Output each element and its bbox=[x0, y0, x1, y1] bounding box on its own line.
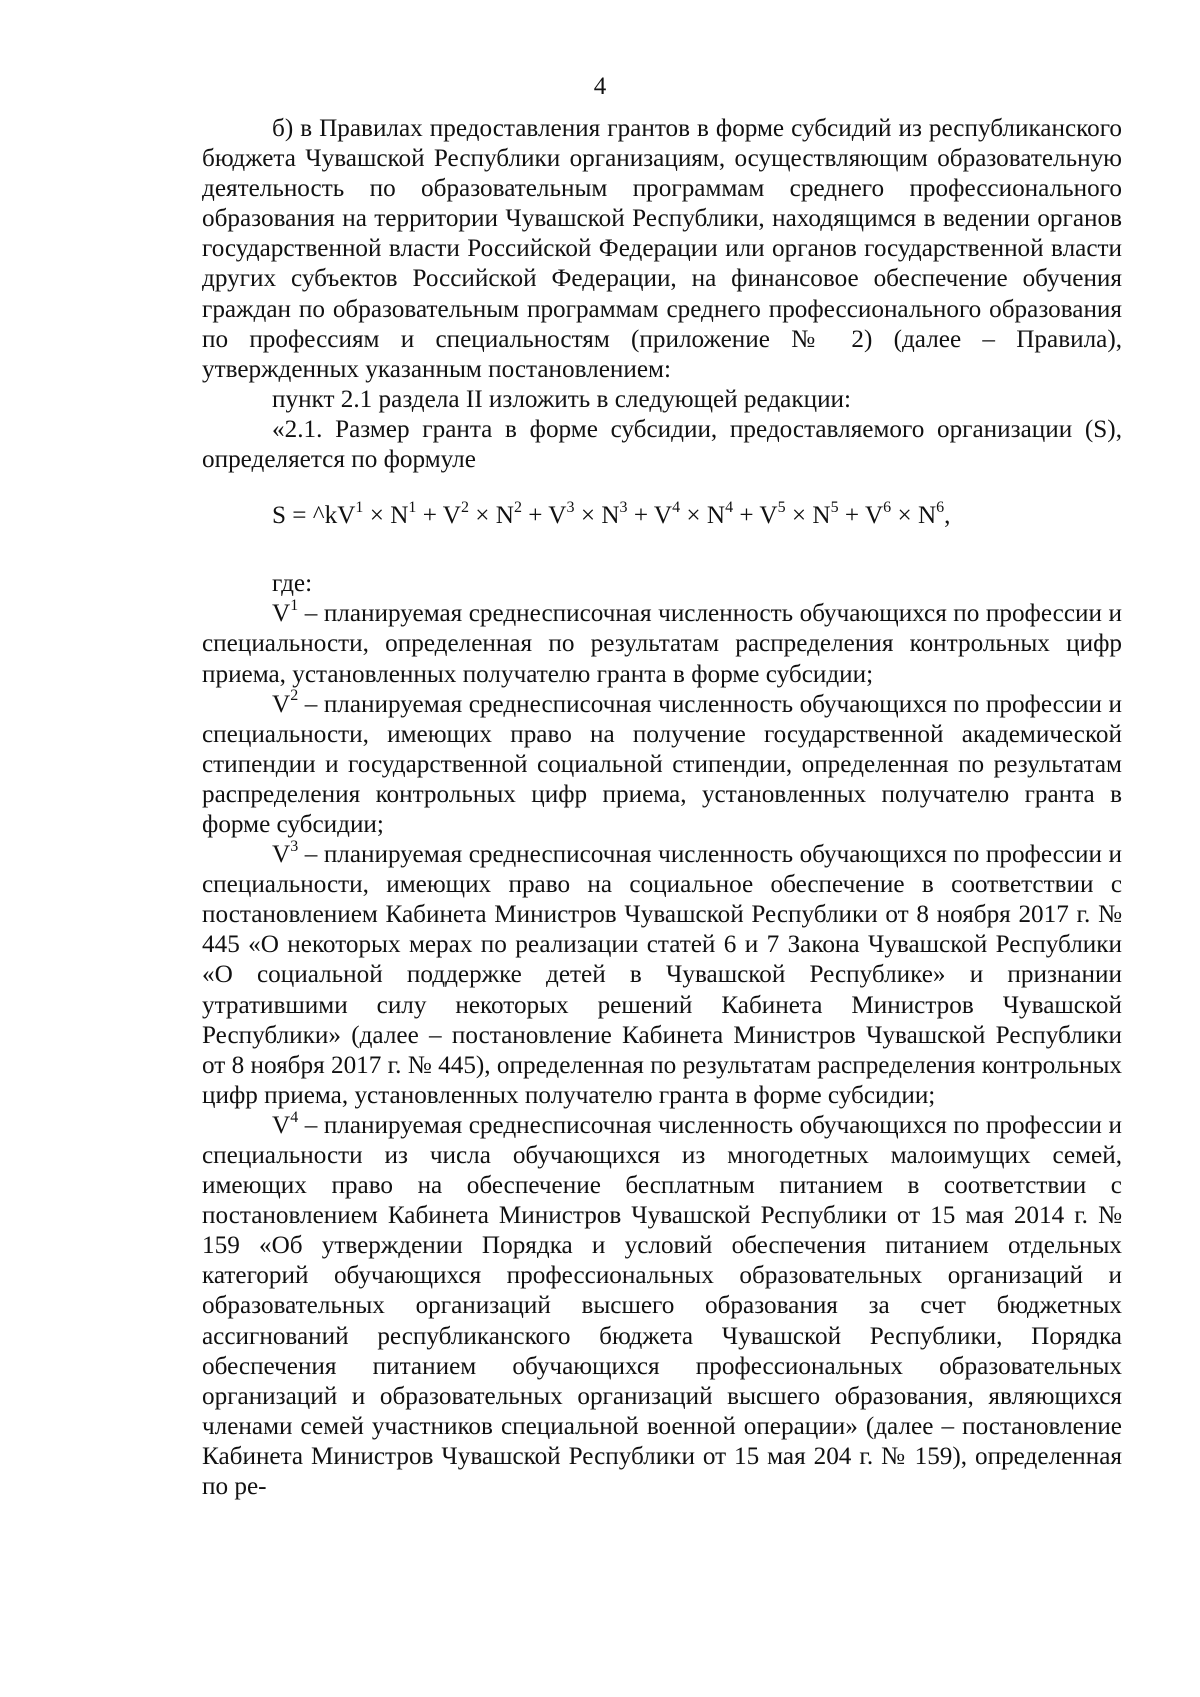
definition-symbol: V bbox=[272, 1111, 291, 1139]
grant-formula bbox=[202, 498, 1122, 531]
formula-sup: 6 bbox=[936, 498, 945, 516]
formula-part: + V bbox=[416, 502, 461, 530]
formula-sup: 5 bbox=[830, 498, 839, 516]
formula-part: × N bbox=[785, 502, 831, 530]
paragraph-clause-instruction: пункт 2.1 раздела II изложить в следующей редакции: bbox=[272, 385, 852, 413]
formula-part: × N bbox=[891, 502, 937, 530]
formula-sup: 2 bbox=[460, 498, 469, 516]
definition-symbol: V bbox=[272, 841, 291, 869]
page-number: 4 bbox=[593, 73, 607, 100]
formula-part: × N bbox=[363, 502, 409, 530]
definition-text: – планируемая среднесписочная численность обучающихся по профессии и специальности, имеющих право на получение государственной академической стипендии и государственной социальной стипендии, определенная по результатам распределения контрольных цифр приема, установленных получателю гранта в форме субсидии; bbox=[202, 690, 1122, 838]
formula-sup: 2 bbox=[513, 498, 522, 516]
definition-symbol: V bbox=[272, 690, 291, 718]
formula-part: × N bbox=[574, 502, 620, 530]
formula-end: , bbox=[944, 502, 951, 530]
definition-text: – планируемая среднесписочная численность обучающихся по профессии и специальности из числа обучающихся из многодетных малоимущих семей, имеющих право на обеспечение бесплатным питанием в соответствии с постановлением Кабинета Министров Чувашской Республики от 15 мая 2014 г. № 159 «Об утверждении Порядка и условий обеспечения питанием отдельных категорий обучающихся профессиональных образовательных организаций и образовательных организаций высшего образования за счет бюджетных ассигнований республиканского бюджета Чувашской Республики, Порядка обеспечения питанием обучающихся профессиональных образовательных организаций и образовательных организаций высшего образования, являющихся членами семей участников специальной военной операции» (далее – постановление Кабинета Министров Чувашской Республики от 15 мая 204 г. № 159), определенная по ре- bbox=[202, 1111, 1122, 1501]
definition-v1 bbox=[202, 596, 1122, 689]
definition-v3 bbox=[202, 837, 1122, 1111]
formula-part: + V bbox=[627, 502, 673, 530]
definition-symbol: V bbox=[272, 600, 291, 628]
formula-sup: 5 bbox=[777, 498, 786, 516]
definition-sup: 4 bbox=[290, 1108, 299, 1126]
formula-part: × N bbox=[468, 502, 514, 530]
definition-v2 bbox=[202, 687, 1122, 840]
paragraph-rules-amendment: б) в Правилах предоставления грантов в форме субсидий из республиканского бюджета Чувашской Республики организациям, осуществляющим образовательную деятельность по образовательным программам среднего профессионального образования на территории Чувашской Республики, находящимся в ведении органов государственной власти Российской Федерации или органов государственной власти других субъектов Российской Федерации, на финансовое обеспечение обучения граждан по образовательным программам среднего профессионального образования по профессиям и специальностям (приложение № 2) (далее – Правила), утвержденных указанным постановлением: bbox=[202, 115, 1122, 383]
formula-part: + V bbox=[521, 502, 567, 530]
formula-part: + V bbox=[838, 502, 884, 530]
formula-part: + V bbox=[733, 502, 778, 530]
formula-sup: 3 bbox=[566, 498, 575, 516]
formula-sup: 1 bbox=[408, 498, 417, 516]
formula-sup: 4 bbox=[672, 498, 681, 516]
definition-text: – планируемая среднесписочная численность обучающихся по профессии и специальности, имеющих право на социальное обеспечение в соответствии с постановлением Кабинета Министров Чувашской Республики от 8 ноября 2017 г. № 445 «О некоторых мерах по реализации статей 6 и 7 Закона Чувашской Республики «О социальной поддержке детей в Чувашской Республике» и признании утратившими силу некоторых решений Кабинета Министров Чувашской Республики» (далее – постановление Кабинета Министров Чувашской Республики от 8 ноября 2017 г. № 445), определенная по результатам распределения контрольных цифр приема, установленных получателю гранта в форме субсидии; bbox=[202, 841, 1122, 1109]
definition-v4 bbox=[202, 1108, 1122, 1502]
formula-sup: 1 bbox=[355, 498, 364, 516]
definition-sup: 3 bbox=[290, 837, 299, 855]
paragraph-grant-size: «2.1. Размер гранта в форме субсидии, предоставляемого организации (S), определяется по формуле bbox=[202, 415, 1122, 474]
definition-sup: 1 bbox=[290, 596, 299, 614]
formula-sup: 6 bbox=[883, 498, 892, 516]
where-label: где: bbox=[272, 570, 313, 598]
formula-lhs: S = ^kV bbox=[272, 502, 356, 530]
formula-sup: 4 bbox=[725, 498, 734, 516]
document-body bbox=[202, 114, 1122, 1502]
definition-sup: 2 bbox=[290, 687, 299, 705]
formula-sup: 3 bbox=[619, 498, 628, 516]
formula-part: × N bbox=[680, 502, 726, 530]
definition-text: – планируемая среднесписочная численность обучающихся по профессии и специальности, определенная по результатам распределения контрольных цифр приема, установленных получателю гранта в форме субсидии; bbox=[202, 600, 1122, 688]
